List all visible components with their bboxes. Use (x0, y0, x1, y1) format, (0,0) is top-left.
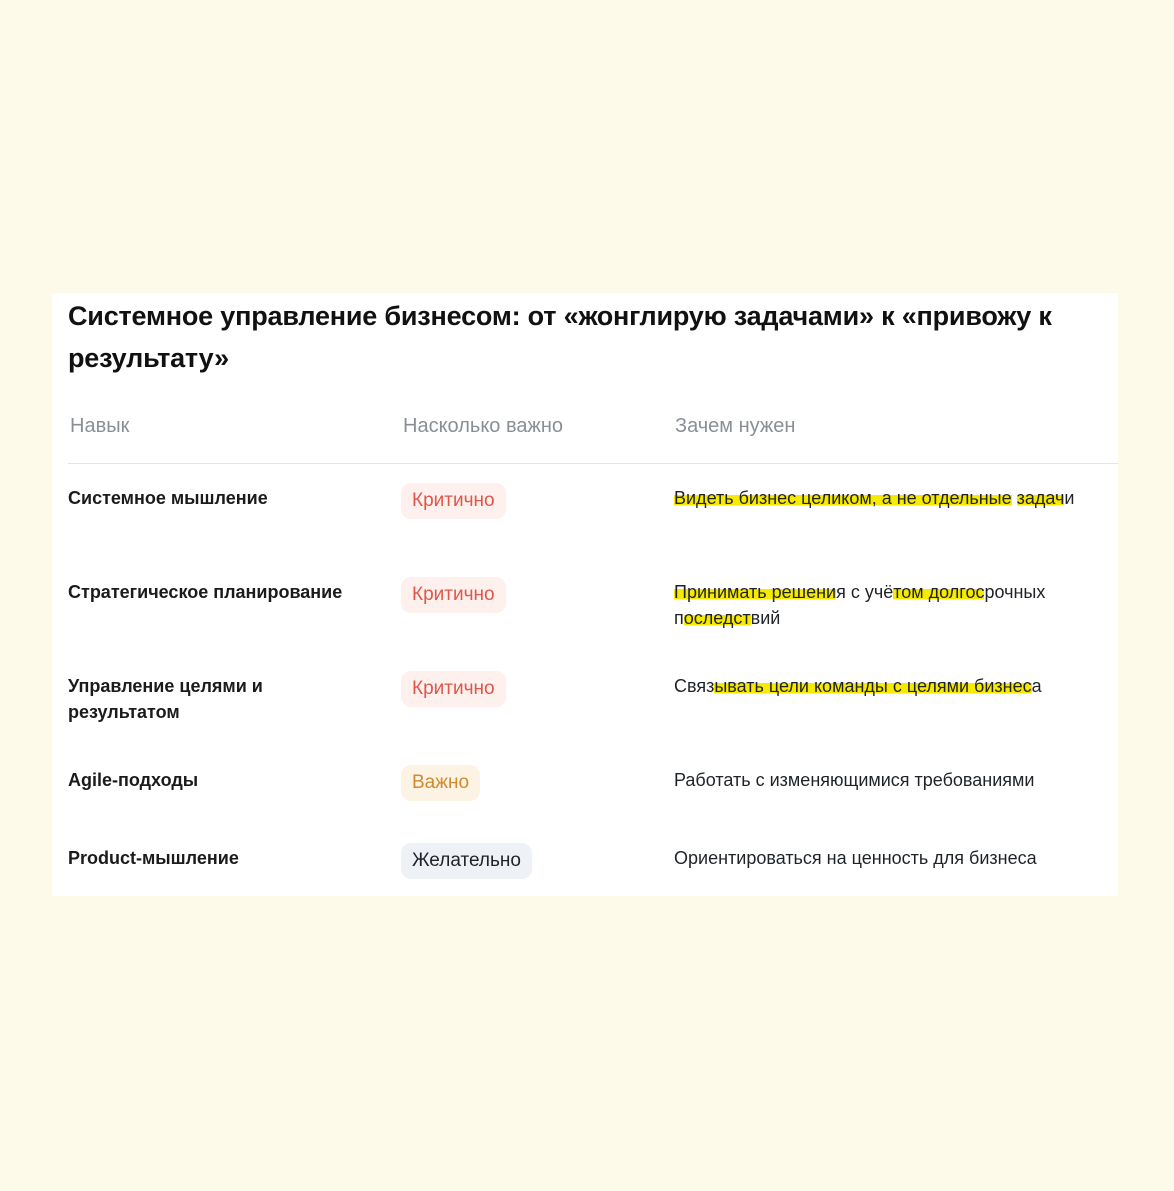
importance-badge: Важно (401, 765, 480, 801)
text-segment: Работать с изменяющимися требованиями (674, 770, 1035, 790)
text-segment: рочных п (674, 582, 1046, 628)
text-segment: а (1031, 676, 1042, 696)
text-segment: Ориентироваться на ценность для бизнеса (674, 848, 1037, 868)
highlighted-text: задач (1016, 488, 1065, 508)
highlighted-text: ывать цели команды с целями бизнес (714, 676, 1032, 696)
why-text (674, 485, 1114, 511)
header-importance: Насколько важно (403, 415, 564, 437)
why-text (674, 579, 1114, 631)
why-text (674, 845, 1114, 871)
skill-name: Системное мышление (68, 488, 268, 508)
skill-name: Agile-подходы (68, 770, 199, 790)
skill-name: Product-мышление (68, 848, 239, 868)
importance-badge: Критично (401, 577, 506, 613)
text-segment: Связ (674, 676, 715, 696)
importance-badge: Критично (401, 671, 506, 707)
importance-badge: Желательно (401, 843, 532, 879)
skills-card (52, 293, 1118, 896)
skill-name: Управление целями и результатом (68, 676, 263, 722)
card-title: Системное управление бизнесом: от «жонглирую задачами» к «привожу к результату» (68, 301, 1052, 373)
text-segment (1012, 488, 1017, 508)
highlighted-text: том долгос (893, 582, 985, 602)
text-segment: и (1064, 488, 1075, 508)
header-skill: Навык (70, 415, 130, 437)
importance-badge: Критично (401, 483, 506, 519)
text-segment: я с учё (836, 582, 894, 602)
table-header (68, 411, 1118, 464)
why-text (674, 673, 1114, 699)
highlighted-text: Видеть бизнес целиком, а не отдельные (674, 488, 1012, 508)
why-text (674, 767, 1114, 793)
highlighted-text: Принимать решени (674, 582, 837, 602)
highlighted-text: оследст (683, 608, 751, 628)
header-why: Зачем нужен (675, 415, 796, 437)
text-segment: вий (750, 608, 781, 628)
skill-name: Стратегическое планирование (68, 582, 343, 602)
